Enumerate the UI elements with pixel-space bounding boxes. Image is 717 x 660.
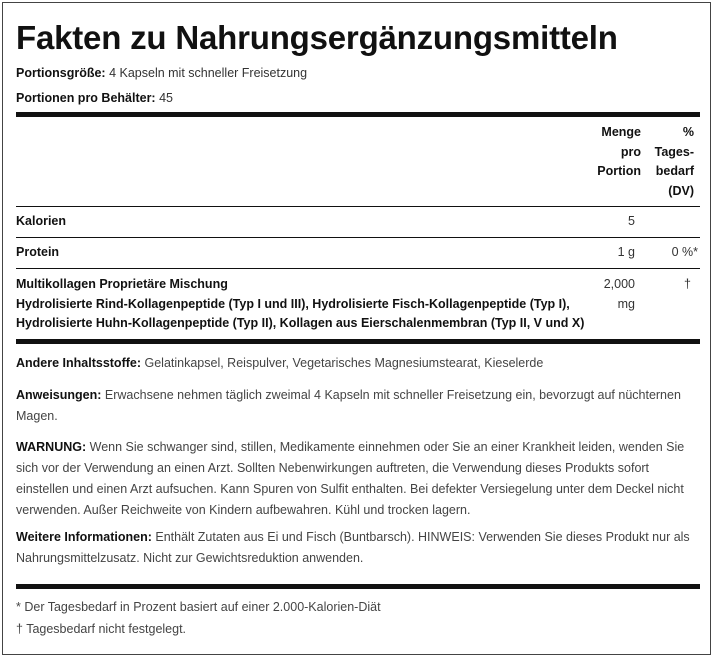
further-information-text: Enthält Zutaten aus Ei und Fisch (Buntbarsch). HINWEIS: Verwenden Sie dieses Produkt nur als Nahrungsmittelzusatz. Nicht zur Gewichtsreduktion anwenden. [16, 530, 690, 565]
blend-amount [576, 275, 635, 314]
column-header-amount-line: Menge [601, 125, 641, 139]
other-ingredients [16, 353, 700, 374]
warning-label: WARNUNG: [16, 440, 87, 454]
divider [16, 206, 700, 207]
column-header-amount-line: Portion [597, 164, 641, 178]
other-ingredients-text: Gelatinkapsel, Reispulver, Vegetarisches Magnesiumstearat, Kieselerde [144, 356, 544, 370]
nutrient-dv-protein: 0 %* [671, 245, 698, 259]
warning-text: Wenn Sie schwanger sind, stillen, Medikamente einnehmen oder Sie an einer Krankheit leiden, wenden Sie sich vor der Verwendung an einen Arzt. Sollten Nebenwirkungen auftreten, die Verwendung dieses Produkts sofort einstellen und einen Arzt aufsuchen. Kann Spuren von Sulfit enthalten. Bei defekter Versiegelung unter dem Deckel nicht verwenden. Außer Reichweite von Kindern aufbewahren. Kühl und trocken lagern. [16, 440, 685, 517]
nutrient-amount-protein: 1 g [617, 245, 635, 259]
divider-thick-middle [16, 339, 700, 344]
column-header-dv-line: % [682, 125, 694, 139]
footnote-dv-basis: * Der Tagesbedarf in Prozent basiert auf einer 2.000-Kalorien-Diät [16, 600, 381, 614]
blend-dv: † [684, 277, 691, 291]
directions [16, 385, 700, 427]
column-header-amount-line: pro [620, 144, 641, 159]
serving-size-value: 4 Kapseln mit schneller Freisetzung [109, 66, 308, 80]
nutrient-amount-calories: 5 [628, 214, 635, 228]
divider [16, 237, 700, 238]
column-header-amount [576, 123, 641, 182]
footnote-dv-not-established: † Tagesbedarf nicht festgelegt. [16, 622, 187, 636]
blend-ingredients-line: Hydrolisierte Rind-Kollagenpeptide (Typ I und III), Hydrolisierte Fisch-Kollagenpeptide (Typ I), [16, 296, 570, 311]
blend-amount-unit: mg [617, 296, 635, 311]
nutrient-label-protein: Protein [16, 245, 60, 259]
servings-per-container-value: 45 [159, 91, 173, 105]
supplement-facts-panel [2, 2, 711, 655]
divider-thick-top [16, 112, 700, 117]
blend-amount-value: 2,000 [603, 277, 635, 291]
directions-text: Erwachsene nehmen täglich zweimal 4 Kapseln mit schneller Freisetzung ein, bevorzugt auf nüchternen Magen. [16, 388, 681, 423]
serving-size [16, 66, 307, 80]
blend-name: Multikollagen Proprietäre Mischung [16, 277, 228, 291]
panel-title: Fakten zu Nahrungsergänzungsmitteln [16, 19, 618, 56]
column-header-dv-line: (DV) [668, 183, 694, 198]
further-information-label: Weitere Informationen: [16, 530, 152, 544]
divider-thick-bottom [16, 584, 700, 589]
column-header-dv [642, 123, 694, 201]
further-information [16, 527, 700, 569]
servings-per-container [16, 91, 173, 105]
proprietary-blend [16, 275, 586, 334]
servings-per-container-label: Portionen pro Behälter: [16, 91, 156, 105]
other-ingredients-label: Andere Inhaltsstoffe: [16, 356, 142, 370]
column-header-dv-line: bedarf [655, 164, 694, 178]
warning [16, 437, 700, 521]
directions-label: Anweisungen: [16, 388, 102, 402]
nutrient-label-calories: Kalorien [16, 214, 67, 228]
column-header-dv-line: Tages- [654, 144, 694, 159]
blend-ingredients-line: Hydrolisierte Huhn-Kollagenpeptide (Typ II), Kollagen aus Eierschalenmembran (Typ II, V und X) [16, 316, 585, 330]
divider [16, 268, 700, 269]
serving-size-label: Portionsgröße: [16, 66, 106, 80]
